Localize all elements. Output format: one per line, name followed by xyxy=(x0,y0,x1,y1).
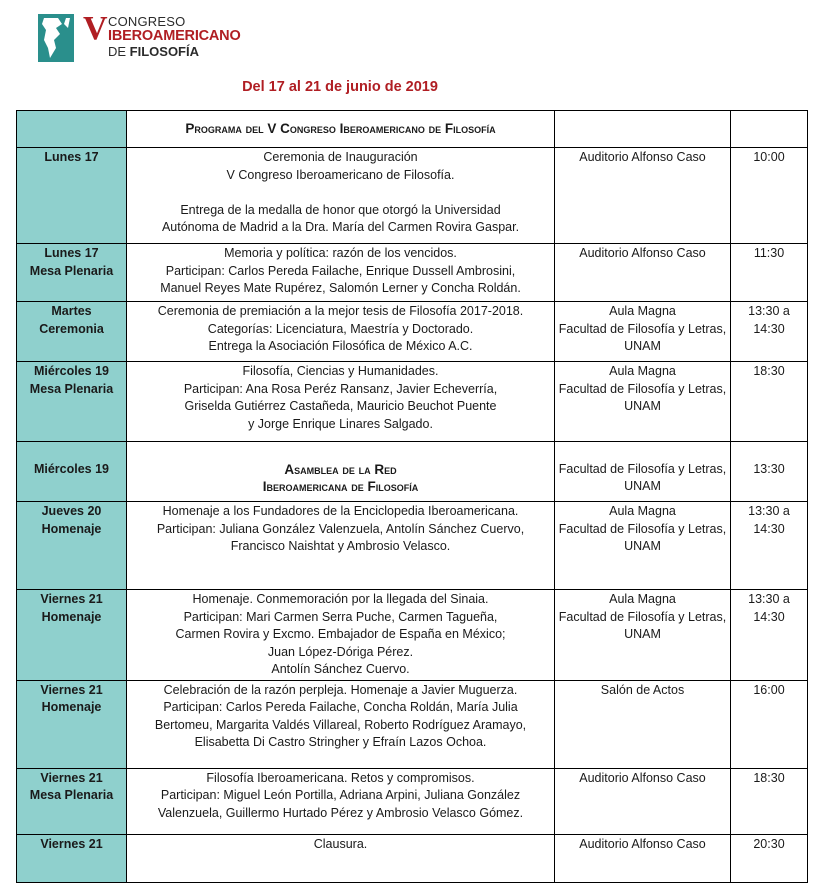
day-label: Mesa Plenaria xyxy=(29,788,114,802)
day-cell xyxy=(17,148,127,244)
place-line: Facultad de Filosofía y Letras, xyxy=(558,321,727,336)
table-header-row xyxy=(17,111,808,148)
activity-line: Participan: Ana Rosa Peréz Ransanz, Javier Echeverría, xyxy=(183,381,498,396)
time-line: 14:30 xyxy=(753,521,785,536)
day-label: Mesa Plenaria xyxy=(29,263,114,278)
activity-line: Autónoma de Madrid a la Dra. María del Carmen Rovira Gaspar. xyxy=(161,220,520,234)
activity-line: Homenaje. Conmemoración por la llegada del Sinaia. xyxy=(192,592,489,606)
day-label: Lunes 17 xyxy=(44,246,99,260)
time-cell xyxy=(731,590,808,681)
activity-line: Participan: Juliana González Valenzuela, Antolín Sánchez Cuervo, xyxy=(156,521,525,536)
time-line: 16:00 xyxy=(753,682,785,697)
time-cell xyxy=(731,244,808,302)
time-line: 11:30 xyxy=(753,246,785,260)
place-line: Auditorio Alfonso Caso xyxy=(579,770,706,785)
header-title-cell xyxy=(127,111,555,148)
activity-cell xyxy=(127,148,555,244)
activity-line: Carmen Rovira y Excmo. Embajador de España en México; xyxy=(175,627,506,641)
time-line: 18:30 xyxy=(753,770,785,785)
activity-line: Participan: Mari Carmen Serra Puche, Carmen Tagueña, xyxy=(183,609,498,624)
place-cell xyxy=(555,244,731,302)
table-row xyxy=(17,680,808,768)
activity-line: Memoria y política: razón de los vencidos. xyxy=(224,246,457,260)
activity-line: Ceremonia de Inauguración xyxy=(263,150,418,164)
table-row xyxy=(17,590,808,681)
day-cell xyxy=(17,590,127,681)
program-table xyxy=(16,110,808,883)
place-cell xyxy=(555,502,731,590)
header-place-cell xyxy=(555,111,731,148)
place-line: Salón de Actos xyxy=(600,682,685,697)
activity-line: Griselda Gutiérrez Castañeda, Mauricio Beuchot Puente xyxy=(184,399,497,413)
activity-line: Homenaje a los Fundadores de la Enciclopedia Iberoamericana. xyxy=(162,504,519,518)
activity-cell xyxy=(127,442,555,502)
program-title: Programa del V Congreso Iberoamericano de Filosofía xyxy=(185,120,496,136)
activity-line: Clausura. xyxy=(313,836,368,851)
day-cell xyxy=(17,768,127,834)
day-label: Martes xyxy=(51,304,92,318)
table-row xyxy=(17,148,808,244)
place-line: Auditorio Alfonso Caso xyxy=(579,836,706,851)
activity-cell xyxy=(127,590,555,681)
activity-line: Francisco Naishtat y Ambrosio Velasco. xyxy=(230,539,451,553)
logo-line3-bold: FILOSOFÍA xyxy=(129,44,200,59)
table-row xyxy=(17,362,808,442)
day-label: Jueves 20 xyxy=(41,504,102,518)
place-cell xyxy=(555,362,731,442)
activity-line: Bertomeu, Margarita Valdés Villareal, Roberto Rodríguez Aramayo, xyxy=(154,717,527,732)
place-line: Facultad de Filosofía y Letras, xyxy=(558,461,727,476)
day-cell xyxy=(17,834,127,882)
day-cell xyxy=(17,502,127,590)
logo-line1: CONGRESO xyxy=(108,14,186,29)
day-label: Viernes 21 xyxy=(40,770,103,785)
place-cell xyxy=(555,148,731,244)
activity-line: Manuel Reyes Mate Rupérez, Salomón Lerner y Concha Roldán. xyxy=(160,281,521,295)
logo-line3 xyxy=(108,44,199,59)
place-line: Aula Magna xyxy=(609,364,676,378)
activity-line: Elisabetta Di Castro Stringher y Efraín Lazos Ochoa. xyxy=(194,735,487,749)
table-row xyxy=(17,302,808,362)
place-cell xyxy=(555,302,731,362)
spacer xyxy=(20,443,123,461)
time-cell xyxy=(731,834,808,882)
activity-title: Asamblea de la Red xyxy=(284,461,397,477)
activity-line: Categorías: Licenciatura, Maestría y Doctorado. xyxy=(207,321,474,336)
table-row xyxy=(17,768,808,834)
place-line: Facultad de Filosofía y Letras, xyxy=(558,381,727,396)
activity-line: Antolín Sánchez Cuervo. xyxy=(271,662,410,676)
activity-line: Participan: Carlos Pereda Failache, Concha Roldán, María Julia xyxy=(163,700,518,714)
activity-cell xyxy=(127,680,555,768)
activity-cell xyxy=(127,768,555,834)
activity-cell xyxy=(127,834,555,882)
activity-cell xyxy=(127,302,555,362)
activity-line: Valenzuela, Guillermo Hurtado Pérez y Ambrosio Velasco Gómez. xyxy=(157,805,524,820)
place-cell xyxy=(555,590,731,681)
day-label: Mesa Plenaria xyxy=(29,381,114,396)
time-line: 13:30 a xyxy=(748,304,790,318)
header-day-cell xyxy=(17,111,127,148)
place-cell xyxy=(555,680,731,768)
activity-cell xyxy=(127,362,555,442)
activity-line: Filosofía Iberoamericana. Retos y compromisos. xyxy=(206,770,475,785)
activity-title: Iberoamericana de Filosofía xyxy=(262,479,419,494)
day-label: Miércoles 19 xyxy=(33,461,110,476)
time-cell xyxy=(731,148,808,244)
place-line: Aula Magna xyxy=(609,592,676,606)
time-line: 10:00 xyxy=(753,150,785,164)
activity-line: Filosofía, Ciencias y Humanidades. xyxy=(242,364,439,378)
table-row xyxy=(17,244,808,302)
place-line: Auditorio Alfonso Caso xyxy=(579,246,706,260)
activity-line: V Congreso Iberoamericano de Filosofía. xyxy=(226,167,455,182)
logo-numeral: V xyxy=(83,10,108,47)
place-line: Facultad de Filosofía y Letras, xyxy=(558,609,727,624)
activity-cell xyxy=(127,244,555,302)
spacer xyxy=(558,443,727,461)
day-cell xyxy=(17,442,127,502)
activity-line: y Jorge Enrique Linares Salgado. xyxy=(248,416,433,431)
day-label: Homenaje xyxy=(41,609,102,624)
day-cell xyxy=(17,244,127,302)
header-time-cell xyxy=(731,111,808,148)
activity-cell xyxy=(127,502,555,590)
activity-line: Entrega la Asociación Filosófica de México A.C. xyxy=(208,339,473,353)
place-line: UNAM xyxy=(624,479,661,493)
day-label: Lunes 17 xyxy=(44,150,99,164)
activity-line: Entrega de la medalla de honor que otorgó la Universidad xyxy=(180,202,501,217)
congress-logo xyxy=(38,10,268,64)
time-line: 14:30 xyxy=(753,609,785,624)
table-row xyxy=(17,442,808,502)
place-line: Facultad de Filosofía y Letras, xyxy=(558,521,727,536)
time-cell xyxy=(731,680,808,768)
activity-line: Ceremonia de premiación a la mejor tesis de Filosofía 2017-2018. xyxy=(157,304,524,318)
time-cell xyxy=(731,442,808,502)
table-row xyxy=(17,834,808,882)
time-line: 14:30 xyxy=(753,321,785,336)
logo-line2: IBEROAMERICANO xyxy=(108,28,241,44)
place-line: UNAM xyxy=(624,399,661,413)
spacer xyxy=(734,443,804,461)
day-label: Miércoles 19 xyxy=(33,364,110,378)
day-cell xyxy=(17,302,127,362)
place-cell xyxy=(555,768,731,834)
day-cell xyxy=(17,680,127,768)
time-line: 13:30 a xyxy=(748,504,790,518)
activity-line: Juan López-Dóriga Pérez. xyxy=(267,644,414,659)
day-label: Homenaje xyxy=(41,521,102,536)
time-line: 20:30 xyxy=(753,836,785,851)
place-line: UNAM xyxy=(624,539,661,553)
activity-line: Celebración de la razón perpleja. Homenaje a Javier Muguerza. xyxy=(163,682,518,697)
time-cell xyxy=(731,302,808,362)
time-cell xyxy=(731,502,808,590)
place-line: UNAM xyxy=(624,627,661,641)
place-line: Auditorio Alfonso Caso xyxy=(579,150,706,164)
place-line: UNAM xyxy=(624,339,661,353)
americas-map-icon xyxy=(38,14,78,62)
time-cell xyxy=(731,768,808,834)
day-label: Homenaje xyxy=(41,700,102,714)
activity-line: Participan: Carlos Pereda Failache, Enrique Dussell Ambrosini, xyxy=(165,263,516,278)
day-cell xyxy=(17,362,127,442)
place-cell xyxy=(555,442,731,502)
place-cell xyxy=(555,834,731,882)
spacer xyxy=(130,443,551,461)
time-line: 18:30 xyxy=(753,364,785,378)
table-row xyxy=(17,502,808,590)
time-line: 13:30 xyxy=(753,461,785,476)
day-label: Viernes 21 xyxy=(40,682,103,697)
time-line: 13:30 a xyxy=(748,592,790,606)
place-line: Aula Magna xyxy=(609,504,676,518)
day-label: Ceremonia xyxy=(39,321,104,336)
activity-line xyxy=(130,184,551,202)
day-label: Viernes 21 xyxy=(40,836,103,851)
event-dates: Del 17 al 21 de junio de 2019 xyxy=(242,79,438,95)
activity-line: Participan: Miguel León Portilla, Adriana Arpini, Juliana González xyxy=(160,788,521,802)
day-label: Viernes 21 xyxy=(40,592,103,606)
logo-line3-prefix: DE xyxy=(108,44,130,59)
place-line: Aula Magna xyxy=(609,304,676,318)
time-cell xyxy=(731,362,808,442)
